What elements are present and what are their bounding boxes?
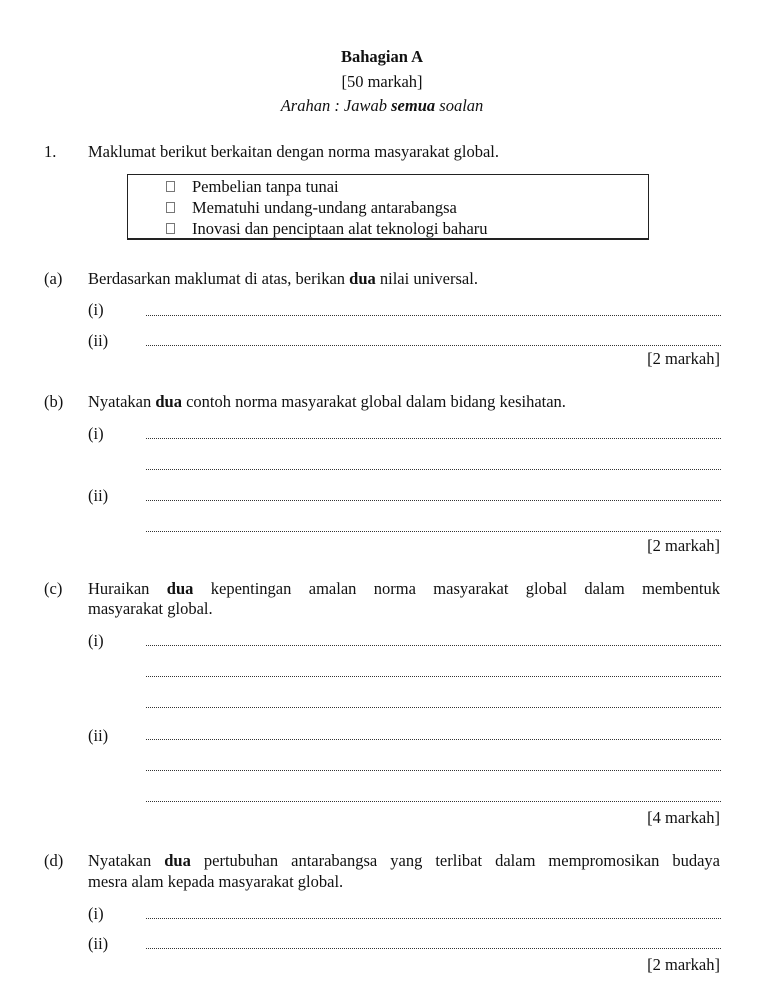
answer-line[interactable]	[146, 344, 721, 346]
answer-line[interactable]	[146, 437, 721, 439]
box-item: Inovasi dan penciptaan alat teknologi baharu	[192, 219, 488, 238]
part-a-ii-label: (ii)	[88, 331, 109, 350]
section-marks: [50 markah]	[341, 72, 423, 91]
answer-line[interactable]	[146, 499, 721, 501]
part-d-label: (d)	[44, 851, 64, 870]
part-b-ii-label: (ii)	[88, 486, 109, 505]
part-c-question	[88, 579, 720, 599]
part-a-i-label: (i)	[88, 300, 104, 319]
part-d-question-line2: mesra alam kepada masyarakat global.	[88, 872, 344, 891]
answer-line[interactable]	[146, 800, 721, 802]
box-item: Pembelian tanpa tunai	[192, 177, 339, 196]
part-b-bold: dua	[155, 392, 182, 411]
instruction-prefix: Arahan : Jawab	[280, 96, 392, 115]
question-number: 1.	[44, 142, 57, 161]
part-b-i-label: (i)	[88, 424, 104, 443]
part-b-question	[88, 392, 566, 412]
answer-line[interactable]	[146, 644, 721, 646]
part-d-text-end: pertubuhan antarabangsa yang terlibat dalam mempromosikan budaya	[190, 851, 720, 870]
part-d-question	[88, 851, 720, 871]
part-c-bold: dua	[166, 579, 194, 598]
part-d-i-label: (i)	[88, 904, 104, 923]
answer-line[interactable]	[146, 530, 721, 532]
box-item: Mematuhi undang-undang antarabangsa	[192, 198, 457, 217]
part-a-question	[88, 269, 478, 289]
part-c-i-label: (i)	[88, 631, 104, 650]
section-title: Bahagian A	[340, 47, 424, 66]
part-d-marks: [2 markah]	[647, 955, 720, 974]
answer-line[interactable]	[146, 947, 721, 949]
part-b-text-end: contoh norma masyarakat global dalam bidang kesihatan.	[181, 392, 566, 411]
part-a-bold: dua	[349, 269, 376, 288]
answer-line[interactable]	[146, 314, 721, 316]
part-c-question-line2: masyarakat global.	[88, 599, 213, 618]
part-b-text: Nyatakan	[88, 392, 156, 411]
answer-line[interactable]	[146, 706, 721, 708]
part-d-ii-label: (ii)	[88, 934, 109, 953]
part-b-marks: [2 markah]	[647, 536, 720, 555]
part-b-label: (b)	[44, 392, 64, 411]
part-d-bold: dua	[164, 851, 191, 870]
question-stem: Maklumat berikut berkaitan dengan norma masyarakat global.	[88, 142, 499, 161]
instruction	[0, 96, 764, 116]
bullet-box-icon	[166, 202, 175, 213]
bullet-box-icon	[166, 223, 175, 234]
part-d-text: Nyatakan	[88, 851, 165, 870]
part-a-marks: [2 markah]	[647, 349, 720, 368]
instruction-bold: semua	[391, 96, 436, 115]
part-c-marks: [4 markah]	[647, 808, 720, 827]
part-c-ii-label: (ii)	[88, 726, 109, 745]
part-c-text: Huraikan	[88, 579, 167, 598]
answer-line[interactable]	[146, 769, 721, 771]
answer-line[interactable]	[146, 917, 721, 919]
part-c-label: (c)	[44, 579, 63, 598]
part-a-text-end: nilai universal.	[375, 269, 478, 288]
part-c-text-end: kepentingan amalan norma masyarakat global dalam membentuk	[193, 579, 720, 598]
bullet-box-icon	[166, 181, 175, 192]
answer-line[interactable]	[146, 738, 721, 740]
instruction-suffix: soalan	[435, 96, 484, 115]
part-a-label: (a)	[44, 269, 63, 288]
part-a-text: Berdasarkan maklumat di atas, berikan	[88, 269, 350, 288]
answer-line[interactable]	[146, 675, 721, 677]
info-box	[127, 174, 649, 240]
answer-line[interactable]	[146, 468, 721, 470]
